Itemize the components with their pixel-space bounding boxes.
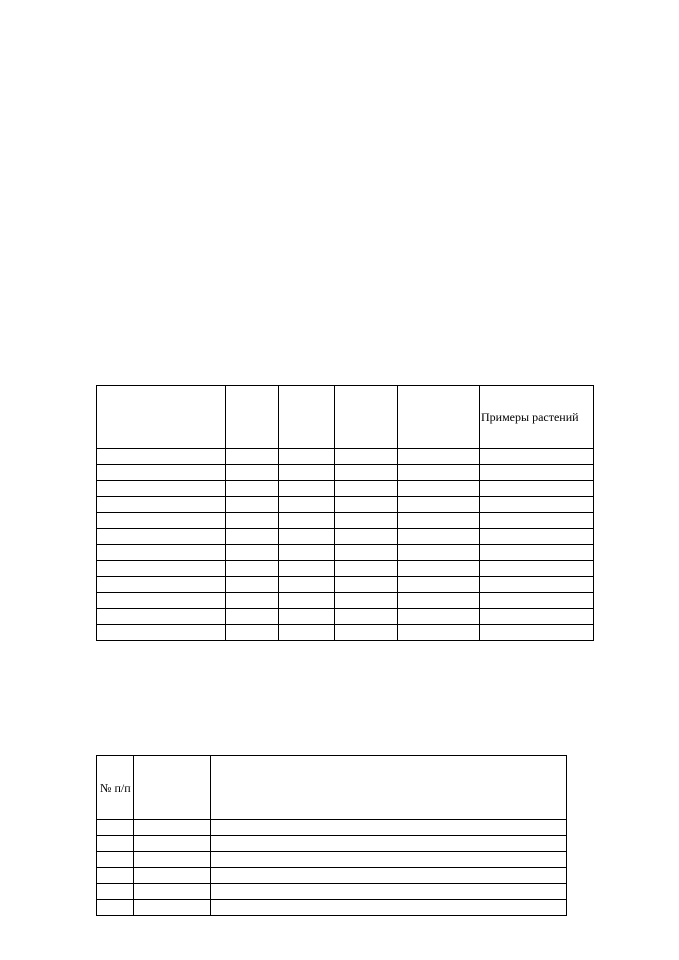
- list-table-cell: [134, 852, 211, 868]
- plants-table-cell: [398, 481, 480, 497]
- list-table-cell: [211, 820, 567, 836]
- plants-table-cell: [279, 449, 335, 465]
- plants-table-cell: [226, 593, 279, 609]
- plants-table-cell: [97, 449, 226, 465]
- plants-table-cell: [97, 529, 226, 545]
- list-table-cell: [211, 868, 567, 884]
- plants-header-cell-4: [335, 386, 398, 449]
- plants-table-cell: [97, 545, 226, 561]
- plants-table-cell: [398, 513, 480, 529]
- plants-table-cell: [279, 625, 335, 641]
- plants-table-cell: [226, 577, 279, 593]
- plants-table-row: [97, 529, 594, 545]
- plants-table-cell: [480, 449, 594, 465]
- plants-table-cell: [226, 545, 279, 561]
- plants-table-row: [97, 577, 594, 593]
- plants-table-cell: [335, 561, 398, 577]
- plants-table-cell: [480, 529, 594, 545]
- list-table-cell: [97, 868, 134, 884]
- plants-table-row: [97, 497, 594, 513]
- plants-table-cell: [398, 497, 480, 513]
- plants-table-cell: [226, 609, 279, 625]
- plants-table-cell: [335, 577, 398, 593]
- plants-table: [96, 385, 594, 641]
- plants-table-cell: [480, 561, 594, 577]
- plants-header-cell-2: [226, 386, 279, 449]
- plants-table-cell: [480, 625, 594, 641]
- plants-table-cell: [279, 497, 335, 513]
- plants-table-cell: [480, 497, 594, 513]
- plants-table-cell: [279, 593, 335, 609]
- plants-table-cell: [279, 465, 335, 481]
- plants-table-cell: [335, 497, 398, 513]
- plants-table-header-row: [97, 386, 594, 449]
- plants-table-cell: [335, 593, 398, 609]
- list-table-cell: [134, 868, 211, 884]
- plants-table-cell: [226, 449, 279, 465]
- plants-table-cell: [480, 481, 594, 497]
- plants-table-cell: [335, 513, 398, 529]
- plants-table-row: [97, 609, 594, 625]
- list-table-row: [97, 852, 567, 868]
- plants-table-cell: [480, 545, 594, 561]
- plants-table-cell: [226, 625, 279, 641]
- numbered-list-table: [96, 755, 567, 916]
- plants-table-cell: [480, 465, 594, 481]
- plants-table-cell: [335, 481, 398, 497]
- plants-header-cell-3: [279, 386, 335, 449]
- list-table-cell: [211, 900, 567, 916]
- list-table-cell: [134, 884, 211, 900]
- list-table-cell: [97, 900, 134, 916]
- plants-table-cell: [335, 465, 398, 481]
- plants-table-row: [97, 513, 594, 529]
- plants-header-cell-5: [398, 386, 480, 449]
- list-table-row: [97, 900, 567, 916]
- list-table-cell: [211, 852, 567, 868]
- list-table-cell: [97, 836, 134, 852]
- plants-table-cell: [226, 561, 279, 577]
- plants-table-row: [97, 561, 594, 577]
- plants-table-row: [97, 481, 594, 497]
- list-table-cell: [211, 836, 567, 852]
- plants-table-cell: [480, 577, 594, 593]
- plants-table-cell: [335, 545, 398, 561]
- plants-table-cell: [226, 529, 279, 545]
- list-table-cell: [134, 900, 211, 916]
- plants-table-cell: [335, 449, 398, 465]
- list-table-row: [97, 836, 567, 852]
- plants-table-cell: [398, 449, 480, 465]
- plants-table-cell: [480, 609, 594, 625]
- plants-table-cell: [279, 529, 335, 545]
- list-table-cell: [97, 884, 134, 900]
- plants-table-row: [97, 545, 594, 561]
- list-table-cell: [97, 820, 134, 836]
- list-header-cell-2: [134, 756, 211, 820]
- plants-table-cell: [226, 465, 279, 481]
- plants-table-cell: [480, 593, 594, 609]
- list-table-row: [97, 884, 567, 900]
- plants-table-cell: [97, 609, 226, 625]
- plants-table-cell: [279, 481, 335, 497]
- list-header-number: № п/п: [97, 756, 134, 820]
- plants-header-cell-1: [97, 386, 226, 449]
- plants-table-cell: [97, 481, 226, 497]
- plants-table-cell: [226, 513, 279, 529]
- plants-table-cell: [279, 577, 335, 593]
- plants-table-cell: [97, 497, 226, 513]
- list-table-cell: [97, 852, 134, 868]
- plants-header-examples: Примеры растений: [480, 386, 594, 449]
- plants-table-cell: [279, 513, 335, 529]
- plants-table-cell: [97, 625, 226, 641]
- plants-table-cell: [335, 609, 398, 625]
- plants-table-cell: [398, 609, 480, 625]
- plants-table-cell: [97, 577, 226, 593]
- plants-table-cell: [97, 561, 226, 577]
- plants-table-cell: [226, 497, 279, 513]
- plants-table-cell: [226, 481, 279, 497]
- plants-table-row: [97, 625, 594, 641]
- plants-table-cell: [398, 577, 480, 593]
- list-table-row: [97, 868, 567, 884]
- plants-table-cell: [398, 465, 480, 481]
- plants-table-row: [97, 449, 594, 465]
- list-header-cell-3: [211, 756, 567, 820]
- plants-table-cell: [398, 545, 480, 561]
- list-table-cell: [134, 836, 211, 852]
- plants-table-cell: [97, 513, 226, 529]
- plants-table-row: [97, 465, 594, 481]
- plants-table-cell: [398, 561, 480, 577]
- plants-table-cell: [398, 529, 480, 545]
- list-table-cell: [134, 820, 211, 836]
- plants-table-cell: [480, 513, 594, 529]
- list-table-row: [97, 820, 567, 836]
- plants-table-cell: [97, 593, 226, 609]
- list-table-cell: [211, 884, 567, 900]
- plants-table-cell: [279, 561, 335, 577]
- plants-table-row: [97, 593, 594, 609]
- plants-table-cell: [335, 529, 398, 545]
- plants-table-cell: [398, 625, 480, 641]
- plants-table-cell: [398, 593, 480, 609]
- plants-table-cell: [97, 465, 226, 481]
- plants-table-cell: [279, 545, 335, 561]
- plants-table-cell: [335, 625, 398, 641]
- plants-table-cell: [279, 609, 335, 625]
- list-table-header-row: [97, 756, 567, 820]
